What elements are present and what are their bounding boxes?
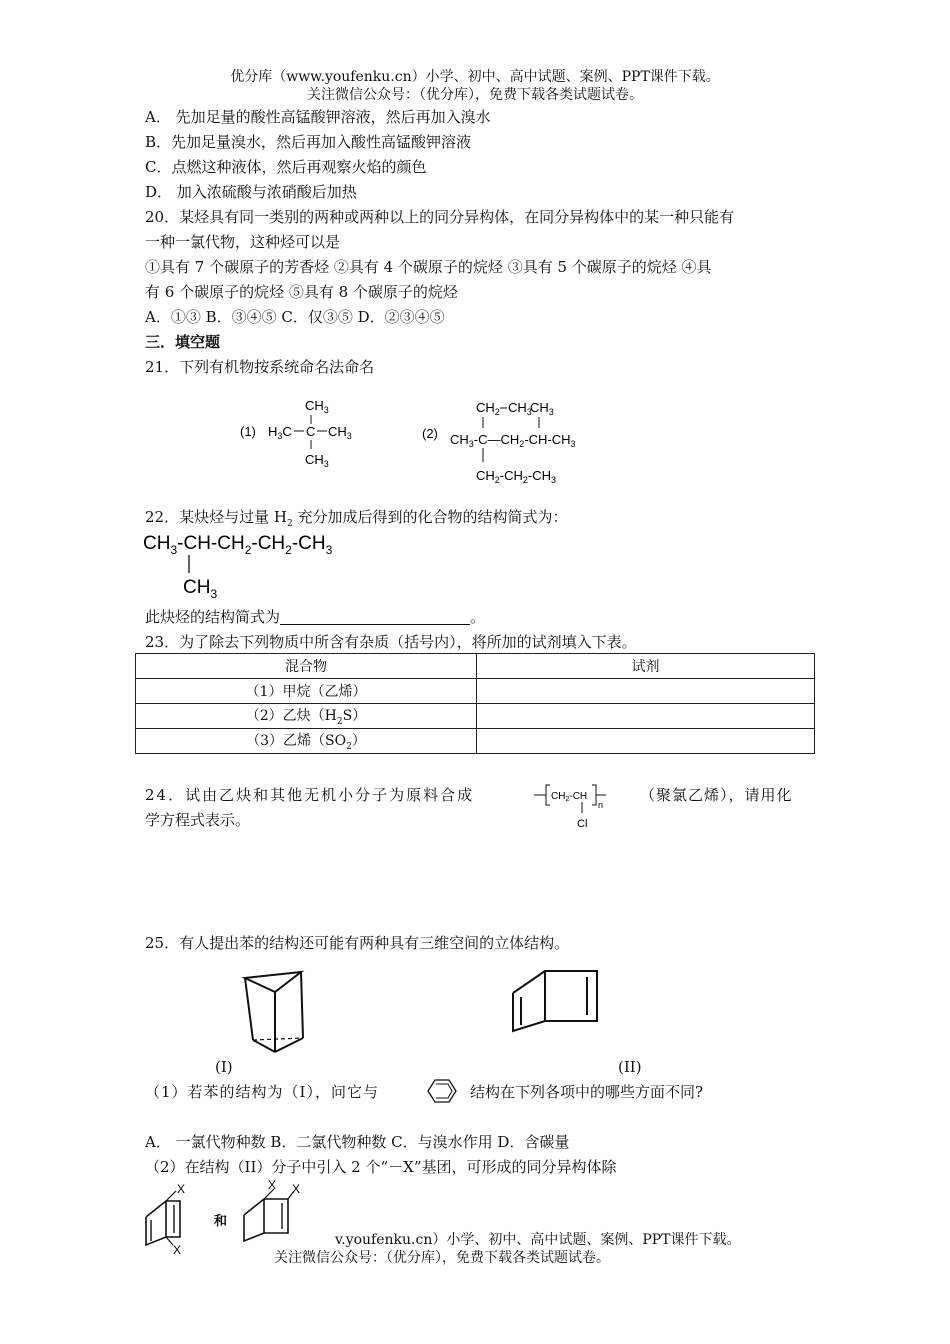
q20-items-2: 有 6 个碳原子的烷烃 ⑤具有 8 个碳原子的烷烃 <box>145 283 458 301</box>
isomer-examples <box>140 1177 310 1257</box>
isomer1-x-bond-2 <box>166 1237 173 1245</box>
f2-top-ch3a: $CH_3$ <box>508 400 532 417</box>
q25-sub1-pre: （1）若苯的结构为（I），问它与 <box>145 1083 379 1101</box>
isomer2-x-2: X <box>292 1182 301 1196</box>
q24-stem-1: 24．试由乙炔和其他无机小分子为原料合成 <box>145 786 475 804</box>
f1-right: $CH_3$ <box>328 424 352 441</box>
structure-label-ii: (II) <box>618 1058 642 1076</box>
table-row <box>136 679 815 704</box>
q23-stem: 23．为了除去下列物质中所含有杂质（括号内），将所加的试剂填入下表。 <box>145 633 637 651</box>
header-line-1: 优分库（www.youfenku.cn）小学、初中、高中试题、案例、PPT课件下载。 <box>230 69 720 85</box>
table-cell-reagent-3[interactable] <box>477 729 815 754</box>
header-line-2: 关注微信公众号：（优分库），免费下载各类试题试卷。 <box>307 87 643 103</box>
q24-stem-3: 学方程式表示。 <box>145 811 251 829</box>
q21-label-2: (2) <box>422 426 438 441</box>
q20-stem-1: 20．某烃具有同一类别的两种或两种以上的同分异构体，在同分异构体中的某一种只能有 <box>145 208 735 226</box>
f2-top-ch3b: $CH_3$ <box>530 400 554 417</box>
q21-structures <box>230 390 610 500</box>
f1-center: C <box>306 424 316 439</box>
pvc-bracket-right <box>592 785 596 805</box>
prismane-edge-2 <box>301 972 303 1038</box>
and-text: 和 <box>214 1213 228 1228</box>
q20-stem-2: 一种一氯代物，这种烃可以是 <box>145 233 341 251</box>
table-cell-mixture-1: （1）甲烷（乙烯） <box>136 679 477 704</box>
pvc-bracket-left <box>546 785 550 805</box>
q23-table <box>135 653 815 754</box>
f1-left: $H_3C$ <box>268 424 292 441</box>
isomer1-x-bond-1 <box>166 1191 176 1201</box>
table-header-mixture: 混合物 <box>136 654 477 679</box>
q25-stem: 25．有人提出苯的结构还可能有两种具有三维空间的立体结构。 <box>145 934 570 952</box>
table-cell-reagent-2[interactable] <box>477 704 815 729</box>
dewar-outline <box>513 971 597 1031</box>
q22-stem: 22．某炔烃与过量 $H_2$ 充分加成后得到的化合物的结构简式为： <box>145 508 568 529</box>
q20-options: A．①③ B．③④⑤ C．仅③⑤ D．②③④⑤ <box>145 308 445 326</box>
section-title: 三．填空题 <box>145 333 221 351</box>
prismane-bottom-2 <box>275 1038 303 1052</box>
prismane-top-face <box>245 972 301 992</box>
pvc-cl: Cl <box>577 818 588 830</box>
footer-line-1: v.youfenku.cn）小学、初中、高中试题、案例、PPT课件下载。 <box>335 1232 741 1248</box>
dewar-benzene-structure <box>505 963 605 1035</box>
table-cell-mixture-2: （2）乙炔$(H_2S)$ <box>136 704 477 729</box>
table-row <box>136 729 815 754</box>
benzene-inner <box>436 1084 452 1098</box>
prismane-structure <box>235 966 315 1058</box>
f1-top: $CH_3$ <box>305 398 329 415</box>
table-cell-reagent-1[interactable] <box>477 679 815 704</box>
footer-line-2: 关注微信公众号：（优分库），免费下载各类试题试卷。 <box>274 1250 610 1266</box>
structure-label-i: (I) <box>215 1058 233 1076</box>
q22-formula: $CH_3-CH-CH_2-CH_2-CH_3$ <box>143 533 333 557</box>
table-cell-mixture-3: （3）乙烯$(SO_2)$ <box>136 729 477 754</box>
q22-answer-blank[interactable] <box>280 609 470 625</box>
prismane-bottom-hidden <box>253 1038 303 1040</box>
q22-branch: $CH_3$ <box>183 577 218 599</box>
q25-sub2: （2）在结构（II）分子中引入 2 个“－X”基团，可形成的同分异构体除 <box>145 1158 617 1176</box>
pvc-n: n <box>598 800 604 810</box>
q19-option-b: B．先加足量溴水，然后再加入酸性高锰酸钾溶液 <box>145 133 472 151</box>
q22-structure <box>143 527 383 599</box>
prismane-bottom-1 <box>253 1040 275 1052</box>
q19-option-c: C．点燃这种液体，然后再观察火焰的颜色 <box>145 158 427 176</box>
isomer1-x-bottom: X <box>173 1243 182 1257</box>
f2-main: $CH_3-C—CH_2-CH-CH_3$ <box>450 432 576 449</box>
isomer1-x-top: X <box>177 1182 186 1196</box>
q25-sub1-post: 结构在下列各项中的哪些方面不同? <box>470 1083 704 1101</box>
benzene-icon <box>426 1076 458 1106</box>
q19-option-d: D． 加入浓硫酸与浓硝酸后加热 <box>145 183 357 201</box>
q24-stem-2: （聚氯乙烯），请用化 <box>640 786 793 804</box>
pvc-formula <box>532 777 612 835</box>
q19-option-a: A． 先加足量的酸性高锰酸钾溶液，然后再加入溴水 <box>145 108 491 126</box>
f2-bottom: $CH_2-CH_2-CH_3$ <box>476 468 557 485</box>
f2-top-ch2: $CH_2$ <box>476 400 500 417</box>
pvc-chain: $CH_2-CH$ <box>551 791 588 803</box>
q21-label-1: (1) <box>240 424 256 439</box>
f1-bottom: $CH_3$ <box>305 452 329 469</box>
table-row <box>136 704 815 729</box>
isomer2-x-1: X <box>268 1178 277 1192</box>
q22-answer-line: 此炔烃的结构简式为 。 <box>145 608 486 626</box>
q21-stem: 21．下列有机物按系统命名法命名 <box>145 358 375 376</box>
table-header-row <box>136 654 815 679</box>
q25-options: A． 一氯代物种数 B．二氯代物种数 C．与溴水作用 D．含碳量 <box>145 1133 570 1151</box>
table-header-reagent: 试剂 <box>477 654 815 679</box>
prismane-edge-1 <box>245 978 253 1040</box>
q20-items-1: ①具有 7 个碳原子的芳香烃 ②具有 4 个碳原子的烷烃 ③具有 5 个碳原子的烷烃 ④具 <box>145 258 712 276</box>
